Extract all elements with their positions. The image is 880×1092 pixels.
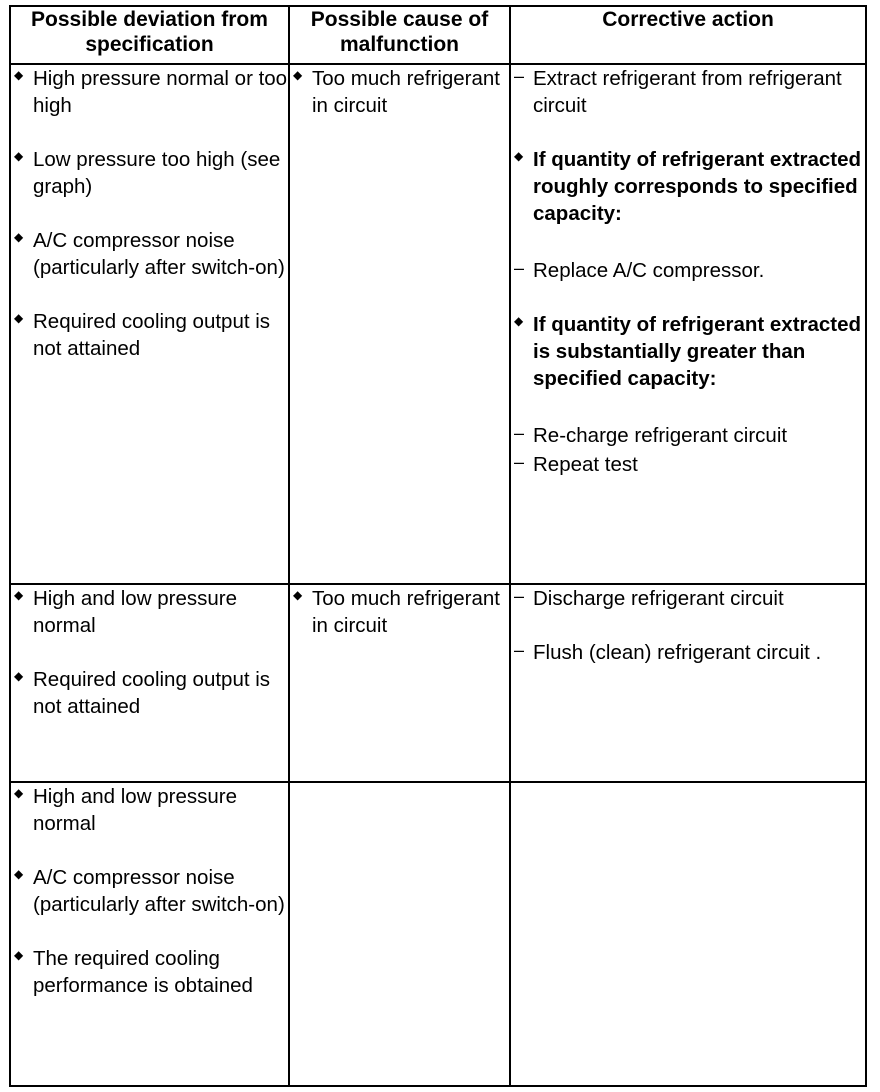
list-item: ◆ Too much refrigerant in circuit xyxy=(293,587,501,637)
bullet-icon: ◆ xyxy=(14,311,24,325)
bullet-icon: ◆ xyxy=(293,588,303,602)
deviation-cell xyxy=(10,584,289,782)
header-action: Corrective action xyxy=(510,6,866,64)
list-item: ◆ If quantity of refrigerant extracted roughly corresponds to specified capacity: xyxy=(514,148,862,225)
header-deviation: Possible deviation from specification xyxy=(10,6,289,64)
header-row xyxy=(10,6,866,64)
deviation-cell xyxy=(10,64,289,584)
list-item: ◆ A/C compressor noise (particularly after switch-on) xyxy=(14,229,285,279)
list-item: ◆ Low pressure too high (see graph) xyxy=(14,148,281,198)
list-item: – Extract refrigerant from refrigerant circuit xyxy=(514,66,842,117)
dash-icon: – xyxy=(514,586,525,606)
list-item: ◆ A/C compressor noise (particularly after switch-on) xyxy=(14,866,285,916)
dash-icon: – xyxy=(514,258,525,278)
dash-icon: – xyxy=(514,423,525,443)
list-item: ◆ The required cooling performance is obtained xyxy=(14,947,253,997)
bullet-icon: ◆ xyxy=(14,786,24,800)
list-item: – Discharge refrigerant circuit xyxy=(514,586,784,610)
list-item: ◆ Too much refrigerant in circuit xyxy=(293,67,501,117)
diagnosis-table xyxy=(9,5,867,1087)
bullet-icon: ◆ xyxy=(14,230,24,244)
bullet-icon: ◆ xyxy=(14,669,24,683)
list-item: ◆ Required cooling output is not attained xyxy=(14,668,271,718)
action-cell xyxy=(510,64,866,584)
cause-cell-empty xyxy=(289,782,510,1086)
bullet-icon: ◆ xyxy=(14,68,24,82)
bullet-icon: ◆ xyxy=(14,948,24,962)
dash-icon: – xyxy=(514,640,525,660)
list-item: ◆ Required cooling output is not attained xyxy=(14,310,271,360)
list-item: – Replace A/C compressor. xyxy=(514,258,765,282)
bullet-icon: ◆ xyxy=(14,867,24,881)
list-item: ◆ High and low pressure normal xyxy=(14,785,237,835)
bullet-icon: ◆ xyxy=(14,149,24,163)
header-cause: Possible cause of malfunction xyxy=(289,6,510,64)
list-item: ◆ High and low pressure normal xyxy=(14,587,237,637)
deviation-cell xyxy=(10,782,289,1086)
list-item: ◆ If quantity of refrigerant extracted is substantially greater than specified capacity: xyxy=(514,313,862,390)
cause-cell xyxy=(289,64,510,584)
bullet-icon: ◆ xyxy=(514,314,524,328)
list-item: – Re-charge refrigerant circuit xyxy=(514,423,788,447)
list-item: – Flush (clean) refrigerant circuit . xyxy=(514,640,822,664)
dash-icon: – xyxy=(514,66,525,86)
cause-cell xyxy=(289,584,510,782)
table-row xyxy=(10,64,866,584)
action-cell xyxy=(510,584,866,782)
bullet-icon: ◆ xyxy=(514,149,524,163)
table-row xyxy=(10,782,866,1086)
bullet-icon: ◆ xyxy=(293,68,303,82)
table-row xyxy=(10,584,866,782)
dash-icon: – xyxy=(514,452,525,472)
list-item: – Repeat test xyxy=(514,452,638,476)
list-item: ◆ High pressure normal or too high xyxy=(14,67,288,117)
bullet-icon: ◆ xyxy=(14,588,24,602)
action-cell-empty xyxy=(510,782,866,1086)
